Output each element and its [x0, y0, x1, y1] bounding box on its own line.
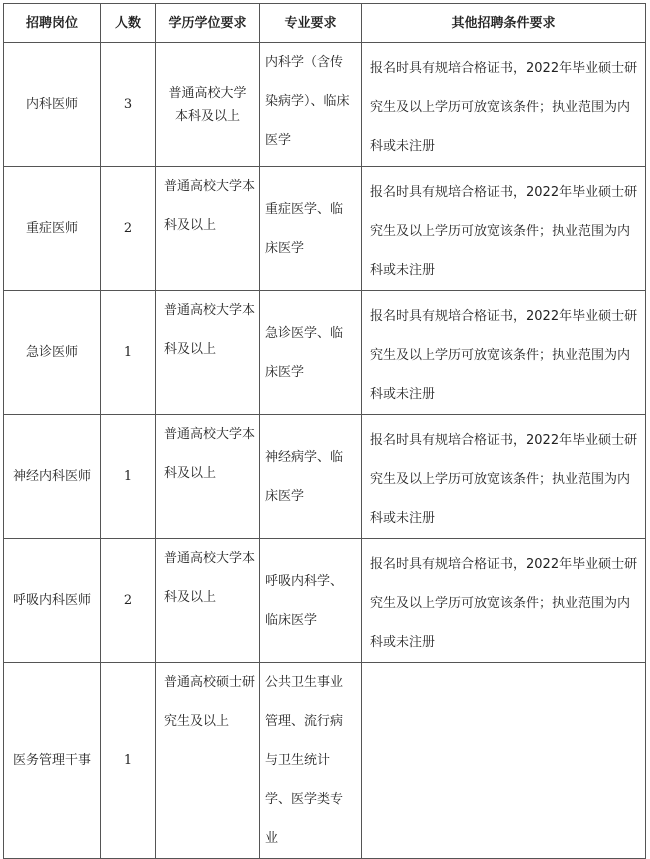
header-education: 学历学位要求: [156, 4, 260, 43]
header-other: 其他招聘条件要求: [362, 4, 646, 43]
cell-other: [362, 663, 646, 859]
cell-major: [260, 539, 362, 663]
cell-count: 1: [101, 291, 156, 415]
cell-other: [362, 43, 646, 167]
table-row: [4, 663, 646, 859]
cell-other: [362, 539, 646, 663]
major-text: 重症医学、临床医学: [265, 201, 344, 256]
cell-education: [156, 43, 260, 167]
cell-position: 重症医师: [4, 167, 101, 291]
cell-other: [362, 415, 646, 539]
education-text: 普通高校大学本科及以上: [164, 303, 256, 357]
cell-major: [260, 663, 362, 859]
table-row: [4, 539, 646, 663]
cell-education: [156, 291, 260, 415]
education-text: 普通高校大学本科及以上: [164, 179, 256, 233]
cell-major: [260, 291, 362, 415]
cell-education: [156, 539, 260, 663]
cell-major: [260, 43, 362, 167]
header-position: 招聘岗位: [4, 4, 101, 43]
cell-position: 神经内科医师: [4, 415, 101, 539]
cell-major: [260, 167, 362, 291]
cell-position: 呼吸内科医师: [4, 539, 101, 663]
table-row: [4, 415, 646, 539]
education-text: 普通高校大学本科及以上: [164, 427, 256, 481]
education-text: 普通高校大学本科及以上: [168, 85, 247, 124]
table-row: [4, 43, 646, 167]
cell-count: 2: [101, 539, 156, 663]
major-text: 公共卫生事业管理、流行病与卫生统计学、医学类专业: [265, 675, 344, 846]
cell-education: [156, 167, 260, 291]
recruitment-table: [3, 3, 646, 859]
major-text: 神经病学、临床医学: [265, 449, 344, 504]
cell-count: 1: [101, 663, 156, 859]
cell-education: [156, 415, 260, 539]
education-text: 普通高校大学本科及以上: [164, 551, 256, 605]
cell-other: [362, 167, 646, 291]
other-text: [362, 663, 645, 669]
cell-count: 3: [101, 43, 156, 167]
cell-position: 医务管理干事: [4, 663, 101, 859]
cell-position: 内科医师: [4, 43, 101, 167]
major-text: 内科学（含传染病学）、临床医学: [265, 55, 350, 148]
cell-position: 急诊医师: [4, 291, 101, 415]
cell-education: [156, 663, 260, 859]
cell-count: 1: [101, 415, 156, 539]
major-text: 急诊医学、临床医学: [265, 325, 344, 380]
table-row: [4, 167, 646, 291]
cell-other: [362, 291, 646, 415]
other-text: 报名时具有规培合格证书，2022年毕业硕士研究生及以上学历可放宽该条件；执业范围为内科或未注册: [370, 61, 638, 154]
other-text: 报名时具有规培合格证书，2022年毕业硕士研究生及以上学历可放宽该条件；执业范围为内科或未注册: [370, 309, 638, 402]
major-text: 呼吸内科学、临床医学: [265, 573, 344, 628]
header-major: 专业要求: [260, 4, 362, 43]
education-text: 普通高校硕士研究生及以上: [164, 675, 256, 729]
table-header-row: [4, 4, 646, 43]
table-row: [4, 291, 646, 415]
cell-count: 2: [101, 167, 156, 291]
header-count: 人数: [101, 4, 156, 43]
other-text: 报名时具有规培合格证书，2022年毕业硕士研究生及以上学历可放宽该条件；执业范围为内科或未注册: [370, 557, 638, 650]
other-text: 报名时具有规培合格证书，2022年毕业硕士研究生及以上学历可放宽该条件；执业范围为内科或未注册: [370, 433, 638, 526]
other-text: 报名时具有规培合格证书，2022年毕业硕士研究生及以上学历可放宽该条件；执业范围为内科或未注册: [370, 185, 638, 278]
cell-major: [260, 415, 362, 539]
